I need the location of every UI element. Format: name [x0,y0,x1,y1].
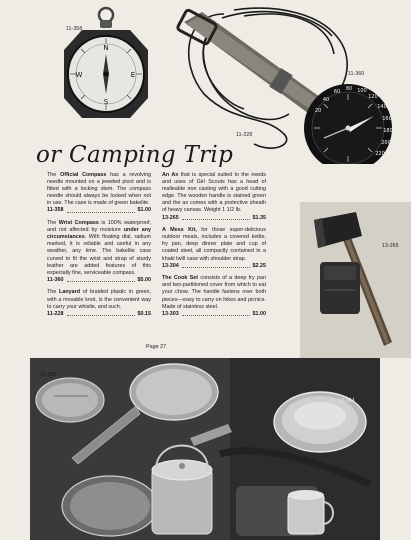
product-description: for those super-delicious outdoor meals, includes a covered kettle, fry pan, deep dinner plate and cup of coated steel, all compactly contained in a khaki twill case with shoulder strap. [162,227,266,262]
dial-number: 20 [314,108,322,114]
dial-number: 40 [322,97,330,103]
product-price: $1.00 [252,310,266,317]
price-line [162,215,266,222]
product-wrist-compass: The Wrist Compass is 100% waterproof, and not affected by moisture under any circumstances. With floating dial, radium marked, it is reliable and useful in any weather, any time. The bakelite case curved to fit the wrist and strap of sturdy leather are added features of this especially fine, serviceable compass. 11-360 $5.00 [47,220,151,283]
product-description: that is special suited to the needs and uses of Girl Scouts has a head of malleable iron casting with a good cutting edge. The wooden handle is stained green and the ax comes with a protective sheath of heavy canvas. Weight 1 1/2 lb. [162,172,267,214]
product-code: 11-358 [47,207,64,214]
cookware-image [30,358,380,540]
page-number: Page 27 [146,344,167,350]
product-cook-set [162,275,266,318]
product-title: The Cook Set [162,275,199,282]
price-line [162,311,266,318]
product-price: $0.15 [137,310,151,317]
product-code: 13-303 [162,310,179,317]
cook-set-code-label: 13-303 [40,372,57,378]
svg-text:E: E [130,71,136,79]
axe-image [300,202,411,358]
product-official-compass: The Official Compass has a revolving needle mounted on a jeweled pivot and is fitted with a locking stem. The compass needle should always be locked when not in use. The case is made of green bakelite. 11-358 $1.00 [47,172,151,214]
product-title: Official Compass [60,172,107,178]
svg-text:N: N [103,44,109,52]
product-mess-kit [162,227,266,270]
product-price: $1.35 [252,214,266,221]
product-price: $1.00 [137,207,151,214]
wrist-compass-photo [174,4,406,164]
left-text-column [47,172,151,323]
price-line [47,311,151,318]
axe-code-label: 13-265 [382,243,399,249]
product-description: of braided plastic in green, with a movable knot, is the convenient way to carry your whistle, and such. [47,289,151,310]
svg-text:W: W [75,71,83,79]
price-line [162,263,266,270]
cookware-photo [30,358,380,540]
dial-number: 220 [375,151,385,157]
lanyard-code-label: 11-228 [236,132,253,138]
dial-number: 140 [377,104,387,110]
wrist-compass-code-label: 11-360 [348,71,365,77]
product-title: A Mess Kit, [162,227,197,234]
product-price: $2.25 [252,262,266,269]
price-line [47,277,151,284]
dial-number: 100 [357,88,367,94]
emphasis-text: under any circumstances [47,227,151,241]
product-code: 13-265 [162,214,179,221]
product-description: consists of a deep fry pan and two-partitioned cover from which to eat your chow. The handle fastens over both pieces—easy to carry on hikes and picnics. Made of stainless steel. [162,275,266,310]
product-description: . With floating dial, radium marked, it is reliable and useful in any weather, any time. The bakelite case curved to fit the wrist and strap of sturdy leather are added features of this especially fine, serviceable compass. [47,234,151,276]
dial-number: 180 [383,128,393,134]
svg-text:S: S [103,98,109,106]
dial-number: 160 [382,116,392,122]
section-heading: or Camping Trip [36,142,234,168]
product-ax [162,172,266,222]
product-description: has a revolving needle mounted on a jeweled pivot and is fitted with a locking stem. The compass needle should always be locked when not in use. The case is made of green bakelite. [47,172,151,207]
compass-code-label: 11-358 [66,26,83,32]
dial-number: 200 [381,140,391,146]
product-code: 13-304 [162,262,179,269]
pocket-compass-photo [52,6,156,124]
dial-number: 80 [345,86,353,92]
axe-photo [300,202,411,358]
price-line [47,207,151,214]
product-title: Wrist Compass [58,220,99,227]
product-title: Lanyard [59,289,81,296]
mess-kit-code-label: 13-304 [338,398,355,404]
dial-number: 120 [368,94,378,100]
dial-number: 60 [333,89,341,95]
product-title: An Ax [162,172,179,178]
wrist-compass-image [174,4,406,164]
product-code: 11-228 [47,310,64,317]
right-text-column [162,172,266,323]
product-price: $5.00 [137,276,151,283]
pocket-compass-image [52,6,156,124]
product-code: 11-360 [47,276,64,283]
product-lanyard: The Lanyard of braided plastic in green, with a movable knot, is the convenient way to carry your whistle, and such. 11-228 $0.15 [47,289,151,317]
